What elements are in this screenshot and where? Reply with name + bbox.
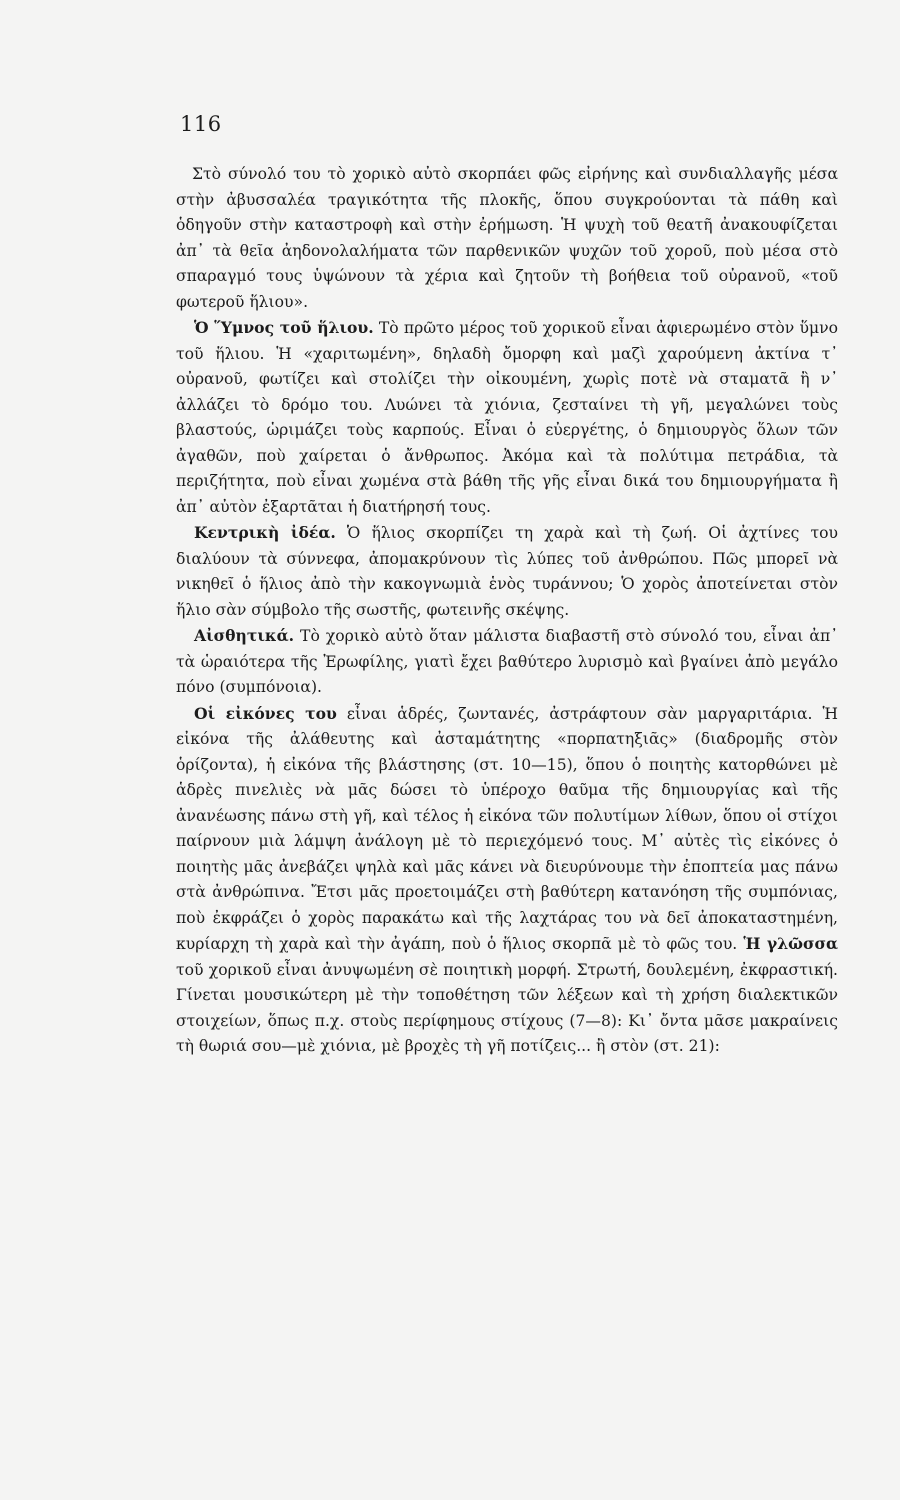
paragraph-aesthetics [176,623,838,701]
paragraph-hymn-of-sun-text: Τὸ πρῶτο μέρος τοῦ χορικοῦ εἶναι ἀφιερωμένο στὸν ὕμνο τοῦ ἥλιου. Ἡ «χαριτωμένη», δηλαδὴ ὄμορφη καὶ μαζὶ χαρούμενη ἀκτίνα τ᾽ οὐρανοῦ, φωτίζει καὶ στολίζει τὴν οἰκουμένη, χωρὶς ποτὲ νὰ σταματᾶ ἢ ν᾽ ἀλλάζει τὸ δρόμο του. Λυώνει τὰ χιόνια, ζεσταίνει τὴ γῆ, μεγαλώνει τοὺς βλαστούς, ὡριμάζει τοὺς καρπούς. Εἶναι ὁ εὐεργέτης, ὁ δημιουργὸς ὅλων τῶν ἀγαθῶν, ποὺ χαίρεται ὁ ἄνθρωπος. Ἀκόμα καὶ τὰ πολύτιμα πετράδια, τὰ περιζήτητα, ποὺ εἶναι χωμένα στὰ βάθη τῆς γῆς εἶναι δικά του δημιουργήματα ἢ ἀπ᾽ αὐτὸν ἐξαρτᾶται ἡ διατήρησή τους. [176,319,838,516]
paragraph-hymn-of-sun [176,315,838,520]
paragraph-aesthetics-text: Τὸ χορικὸ αὐτὸ ὅταν μάλιστα διαβαστῆ στὸ σύνολό του, εἶναι ἀπ᾽ τὰ ὡραιότερα τῆς Ἐρωφίλης, γιατὶ ἔχει βαθύτερο λυρισμὸ καὶ βγαίνει ἀπὸ μεγάλο πόνο (συμπόνοια). [176,627,838,696]
paragraph-images-text: εἶναι ἁδρές, ζωντανές, ἀστράφτουν σὰν μαργαριτάρια. Ἡ εἰκόνα τῆς ἀλάθευτης καὶ ἀσταμάτητης «πορπατηξιᾶς» (διαδρομῆς στὸν ὁρίζοντα), ἡ εἰκόνα τῆς βλάστησης (στ. 10—15), ὅπου ὁ ποιητὴς κατορθώνει μὲ ἁδρὲς πινελιὲς νὰ μᾶς δώσει τὸ ὑπέροχο θαῦμα τῆς δημιουργίας καὶ τῆς ἀνανέωσης πάνω στὴ γῆ, καὶ τέλος ἡ εἰκόνα τῶν πολυτίμων λίθων, ὅπου οἱ στίχοι παίρνουν μιὰ λάμψη ἀνάλογη μὲ τὸ περιεχόμενό τους. Μ᾽ αὐτὲς τὶς εἰκόνες ὁ ποιητὴς μᾶς ἀνεβάζει ψηλὰ καὶ μᾶς κάνει νὰ διευρύνουμε τὴν ἐποπτεία μας πάνω στὰ ἀνθρώπινα. Ἔτσι μᾶς προετοιμάζει στὴ βαθύτερη κατανόηση τῆς συμπόνιας, ποὺ ἐκφράζει ὁ χορὸς παρακάτω καὶ τῆς λαχτάρας του νὰ δεῖ ἀποκαταστημένη, κυρίαρχη τὴ χαρὰ καὶ τὴν ἀγάπη, ποὺ ὁ ἥλιος σκορπᾶ μὲ τὸ φῶς του. [176,704,838,953]
heading-central-idea: Κεντρικὴ ἰδέα. [194,523,336,542]
paragraph-images-language [176,701,838,1060]
paragraph-central-idea [176,520,838,623]
paragraph-intro-text: Στὸ σύνολό του τὸ χορικὸ αὐτὸ σκορπάει φῶς εἰρήνης καὶ συνδιαλλαγῆς μέσα στὴν ἀβυσσαλέα τραγικότητα τῆς πλοκῆς, ὅπου συγκρούονται τὰ πάθη καὶ ὁδηγοῦν στὴν καταστροφὴ καὶ στὴν ἐρήμωση. Ἡ ψυχὴ τοῦ θεατῆ ἀνακουφίζεται ἀπ᾽ τὰ θεῖα ἀηδονολαλήματα τῶν παρθενικῶν ψυχῶν τοῦ χοροῦ, ποὺ μέσα στὸ σπαραγμό τους ὑψώνουν τὰ χέρια καὶ ζητοῦν τὴ βοήθεια τοῦ οὐρανοῦ, «τοῦ φωτεροῦ ἥλιου». [176,165,838,311]
heading-images: Οἱ εἰκόνες του [194,703,337,723]
body-text [176,162,838,1060]
page-number: 116 [180,112,222,136]
paragraph-central-idea-text: Ὁ ἥλιος σκορπίζει τη χαρὰ καὶ τὴ ζωή. Οἱ ἀχτίνες του διαλύουν τὰ σύννεφα, ἀπομακρύνουν τὶς λύπες τοῦ ἀνθρώπου. Πῶς μπορεῖ νὰ νικηθεῖ ὁ ἥλιος ἀπὸ τὴν κακογνωμιὰ ἑνὸς τυράννου; Ὁ χορὸς ἀποτείνεται στὸν ἥλιο σὰν σύμβολο τῆς σωστῆς, φωτεινῆς σκέψης. [176,524,838,619]
heading-hymn-of-sun: Ὁ Ὕμνος τοῦ ἥλιου. [194,318,374,337]
paragraph-language-text: τοῦ χορικοῦ εἶναι ἀνυψωμένη σὲ ποιητικὴ μορφή. Στρωτή, δουλεμένη, ἐκφραστική. Γίνεται μουσικώτερη μὲ τὴν τοποθέτηση τῶν λέξεων καὶ τὴ χρήση διαλεκτικῶν στοιχείων, ὅπως π.χ. στοὺς περίφημους στίχους (7—8): Κι᾽ ὄντα μᾶσε μακραίνεις τὴ θωριά σου—μὲ χιόνια, μὲ βροχὲς τὴ γῆ ποτίζεις... ἢ στὸν (στ. 21): [176,960,838,1055]
heading-aesthetics: Αἰσθητικά. [194,626,295,645]
paragraph-intro [176,162,838,315]
heading-language: Ἡ γλῶσσα [743,934,838,953]
